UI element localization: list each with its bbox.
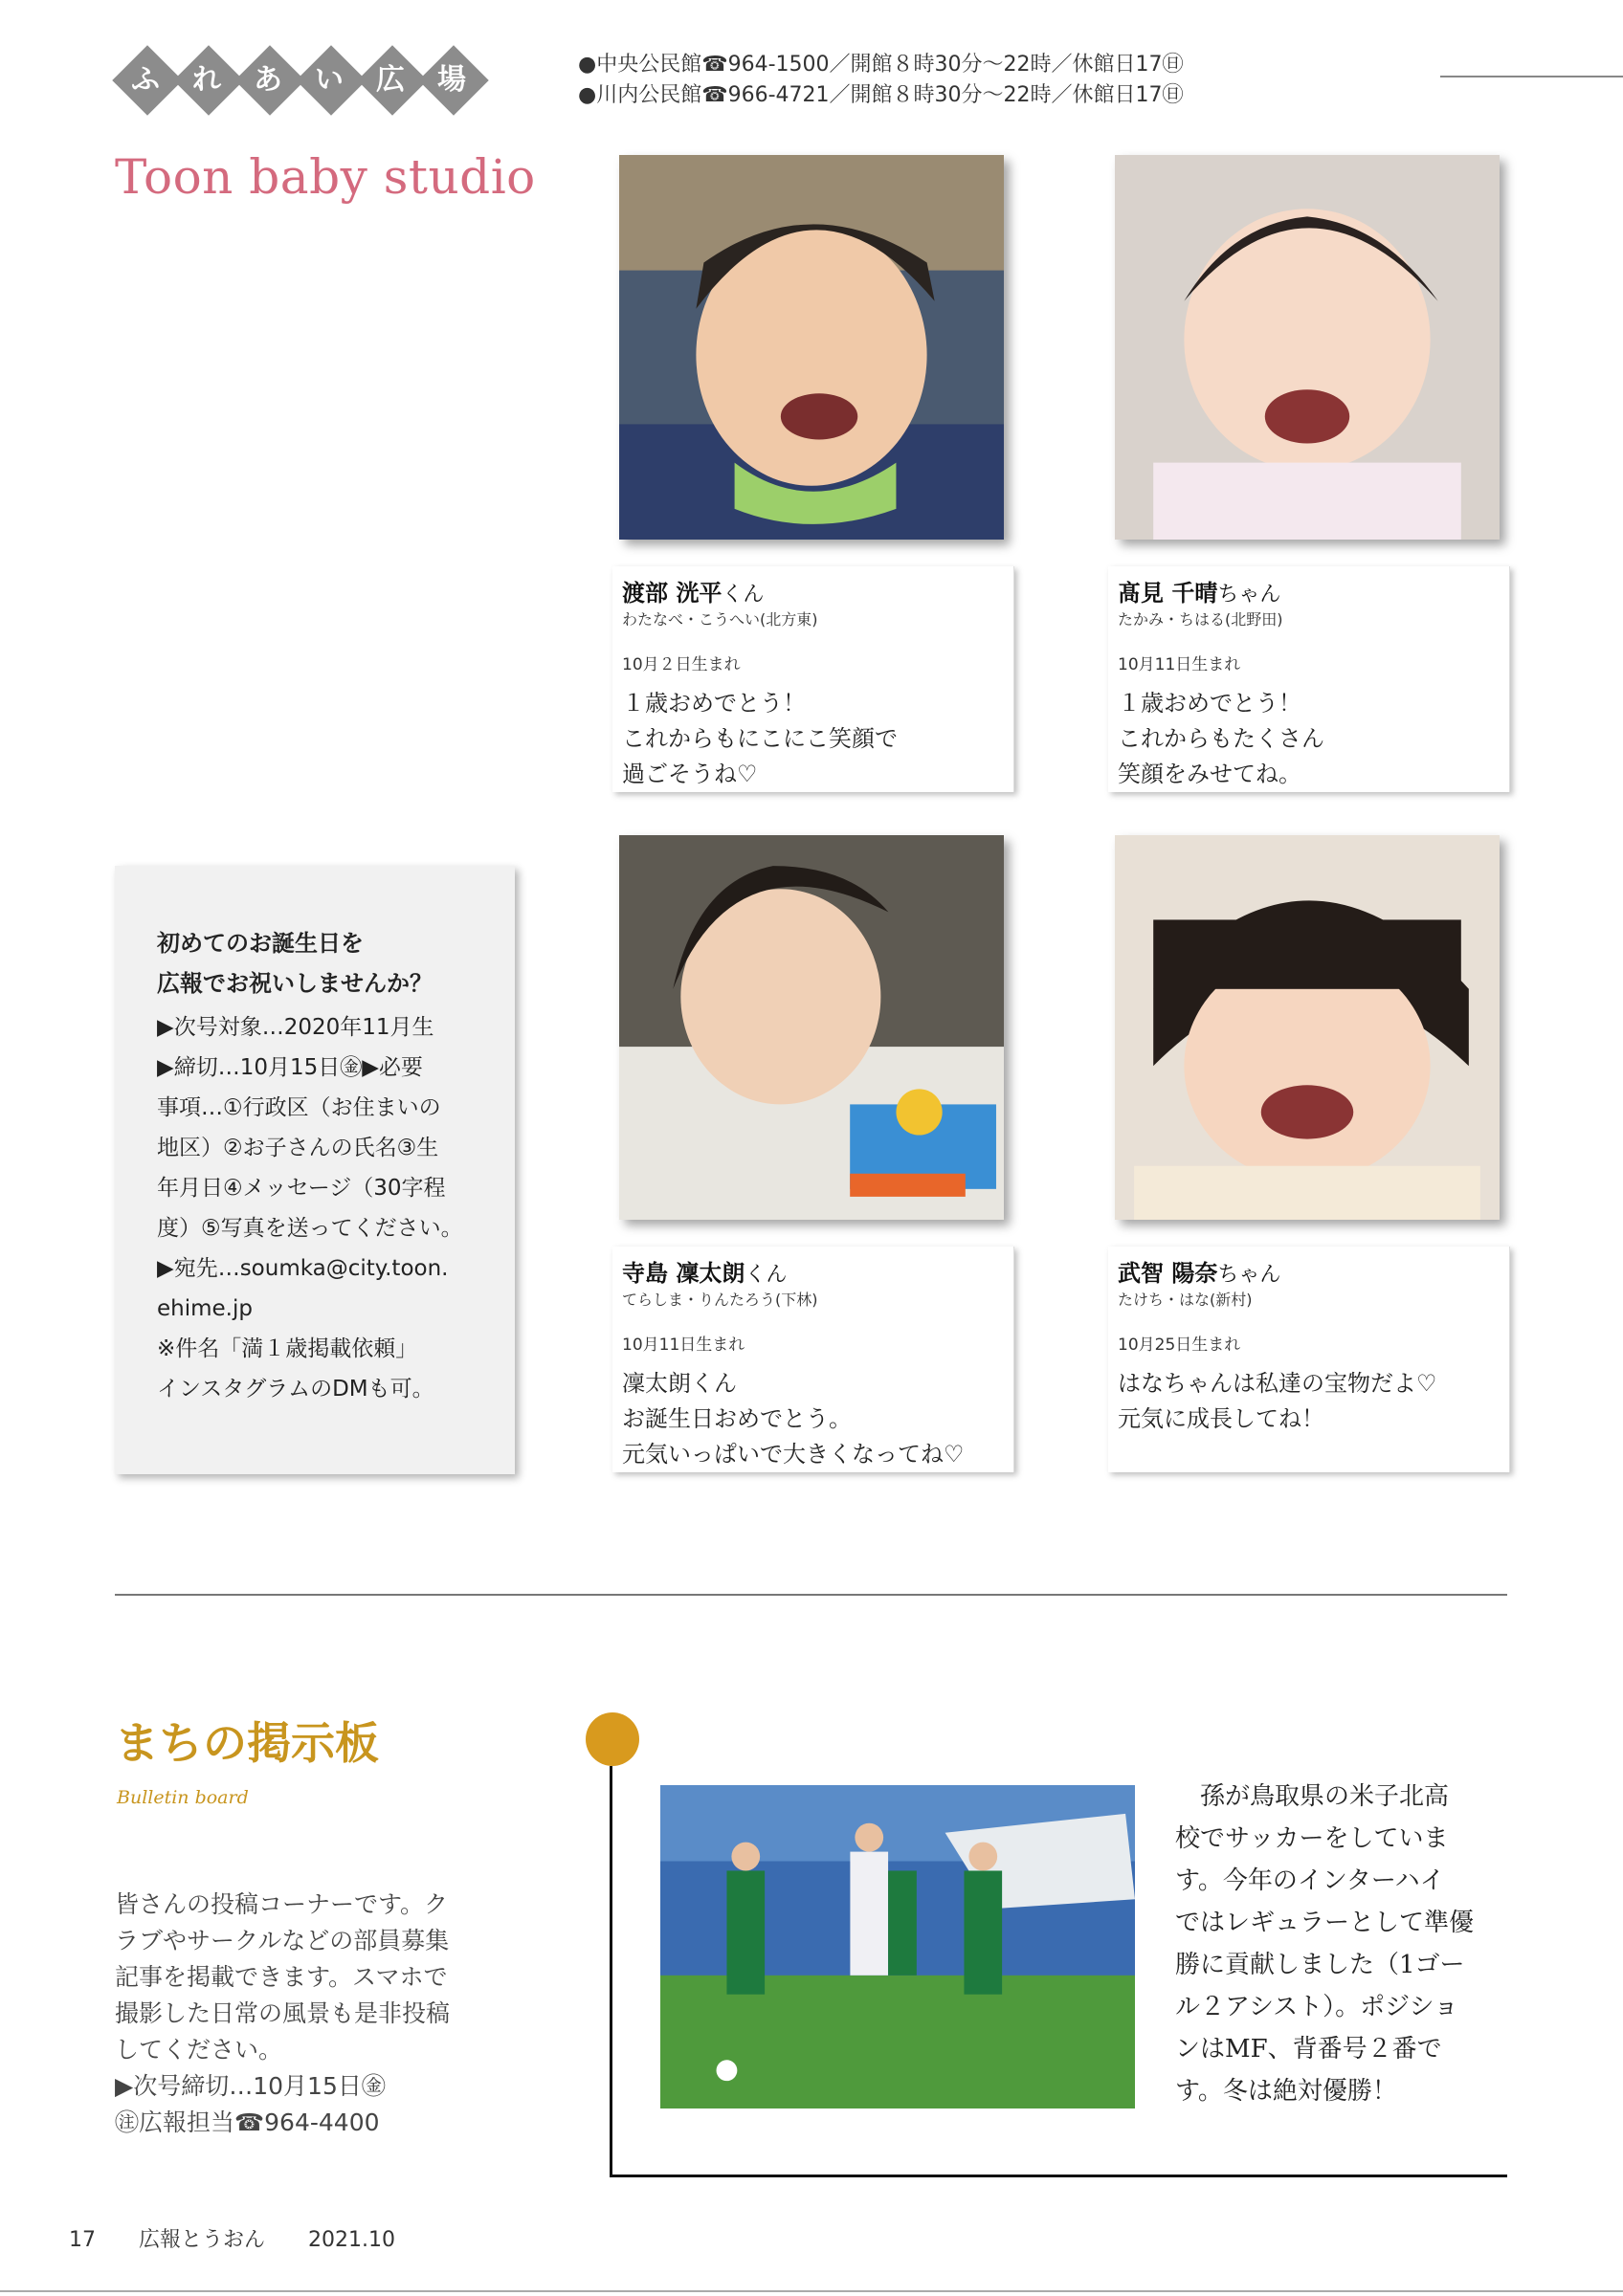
title-diamond	[360, 42, 421, 119]
board-bullet-dot	[586, 1712, 639, 1766]
title-char: い	[315, 63, 344, 97]
baby-name: 髙見 千晴	[1118, 580, 1218, 607]
board-frame-left	[610, 1766, 612, 2177]
issue-date: 2021.10	[308, 2228, 395, 2252]
title-diamond	[115, 42, 176, 119]
baby-name-suffix: くん	[722, 583, 765, 607]
submission-info-box	[115, 866, 515, 1474]
baby-name-suffix: くん	[745, 1263, 788, 1287]
title-char: あ	[254, 63, 282, 97]
baby-name-row	[1118, 574, 1501, 607]
baby-message: １歳おめでとう！ これからもにこにこ笑顔で 過ごそうね♡	[622, 690, 898, 787]
baby-birthday: 10月11日生まれ	[622, 1336, 745, 1355]
baby-photo	[1115, 155, 1500, 540]
header-rule	[1440, 76, 1623, 77]
board-title: まちの掲示板	[115, 1717, 379, 1769]
studio-title: Toon baby studio	[115, 149, 536, 205]
baby-birthday: 10月11日生まれ	[1118, 655, 1241, 674]
baby-name-suffix: ちゃん	[1217, 583, 1281, 607]
baby-photo	[619, 155, 1004, 540]
board-subtitle: Bulletin board	[117, 1787, 249, 1808]
baby-kana: てらしま・りんたろう(下林)	[622, 1291, 818, 1309]
baby-card	[612, 1247, 1014, 1472]
board-frame-bottom	[610, 2175, 1507, 2177]
baby-birthday: 10月25日生まれ	[1118, 1336, 1241, 1355]
soccer-photo	[660, 1785, 1135, 2108]
info-body: ▶次号対象…2020年11月生 ▶締切…10月15日㊎▶必要 事項…①行政区（お住まいの 地区）②お子さんの氏名③生 年月日④メッセージ（30字程 度）⑤写真を送ってください。 ▶宛先…soumka@city.toon. ehime.jp ※件名「満１歳掲載依頼」 インスタグラムのDMも可。	[157, 1015, 463, 1402]
title-diamond	[421, 42, 482, 119]
baby-card	[1108, 1247, 1510, 1472]
baby-message: １歳おめでとう！ これからもたくさん 笑顔をみせてね。	[1118, 690, 1324, 787]
baby-card	[1108, 566, 1510, 792]
page-number: 17	[69, 2228, 96, 2252]
title-char: れ	[192, 63, 221, 97]
title-diamond	[237, 42, 299, 119]
info-heading-line2: 広報でお祝いしませんか？	[157, 970, 433, 997]
baby-birthday: 10月２日生まれ	[622, 655, 741, 674]
baby-name-row	[1118, 1254, 1501, 1288]
baby-message: はなちゃんは私達の宝物だよ♡ 元気に成長してね！	[1118, 1370, 1437, 1432]
section-title-fureai-hiroba	[115, 42, 482, 119]
title-char: 広	[376, 63, 405, 97]
community-hall-info	[578, 50, 1184, 111]
page-footer	[69, 2223, 432, 2253]
baby-name: 寺島 凜太朗	[622, 1260, 745, 1287]
title-diamond	[176, 42, 237, 119]
baby-photo	[1115, 835, 1500, 1220]
section-divider	[115, 1594, 1507, 1596]
publication-name: 広報とうおん	[139, 2228, 266, 2252]
baby-kana: たけち・はな(新村)	[1118, 1291, 1253, 1309]
info-heading-line1: 初めてのお誕生日を	[157, 930, 364, 957]
baby-name: 武智 陽奈	[1118, 1260, 1218, 1287]
bottom-rule	[0, 2290, 1623, 2292]
board-description: 皆さんの投稿コーナーです。ク ラブやサークルなどの部員募集 記事を掲載できます。スマホで 撮影した日常の風景も是非投稿 してください。 ▶次号締切…10月15日㊎ ㊟広報担当☎964-4400	[115, 1890, 451, 2136]
baby-kana: たかみ・ちはる(北野田)	[1118, 610, 1283, 629]
baby-card	[612, 566, 1014, 792]
baby-name-row	[622, 1254, 1006, 1288]
baby-name-suffix: ちゃん	[1217, 1263, 1281, 1287]
baby-message: 凜太朗くん お誕生日おめでとう。 元気いっぱいで大きくなってね♡	[622, 1370, 965, 1468]
baby-photo	[619, 835, 1004, 1220]
title-char: 場	[437, 63, 466, 97]
title-diamond	[299, 42, 360, 119]
baby-kana: わたなべ・こうへい(北方東)	[622, 610, 818, 629]
baby-name: 渡部 洸平	[622, 580, 723, 607]
board-post-text: 孫が鳥取県の米子北高 校でサッカーをしていま す。今年のインターハイ ではレギュラーとして準優 勝に貢献しました（1ゴー ル２アシスト）。ポジショ ンはMF、背番号２番で す。冬は絶対優勝！	[1175, 1782, 1475, 2106]
baby-name-row	[622, 574, 1006, 607]
hall-info-central: ●中央公民館☎964-1500／開館８時30分～22時／休館日17㊐	[578, 53, 1184, 77]
hall-info-kawauchi: ●川内公民館☎966-4721／開館８時30分～22時／休館日17㊐	[578, 83, 1184, 107]
title-char: ふ	[131, 63, 160, 97]
